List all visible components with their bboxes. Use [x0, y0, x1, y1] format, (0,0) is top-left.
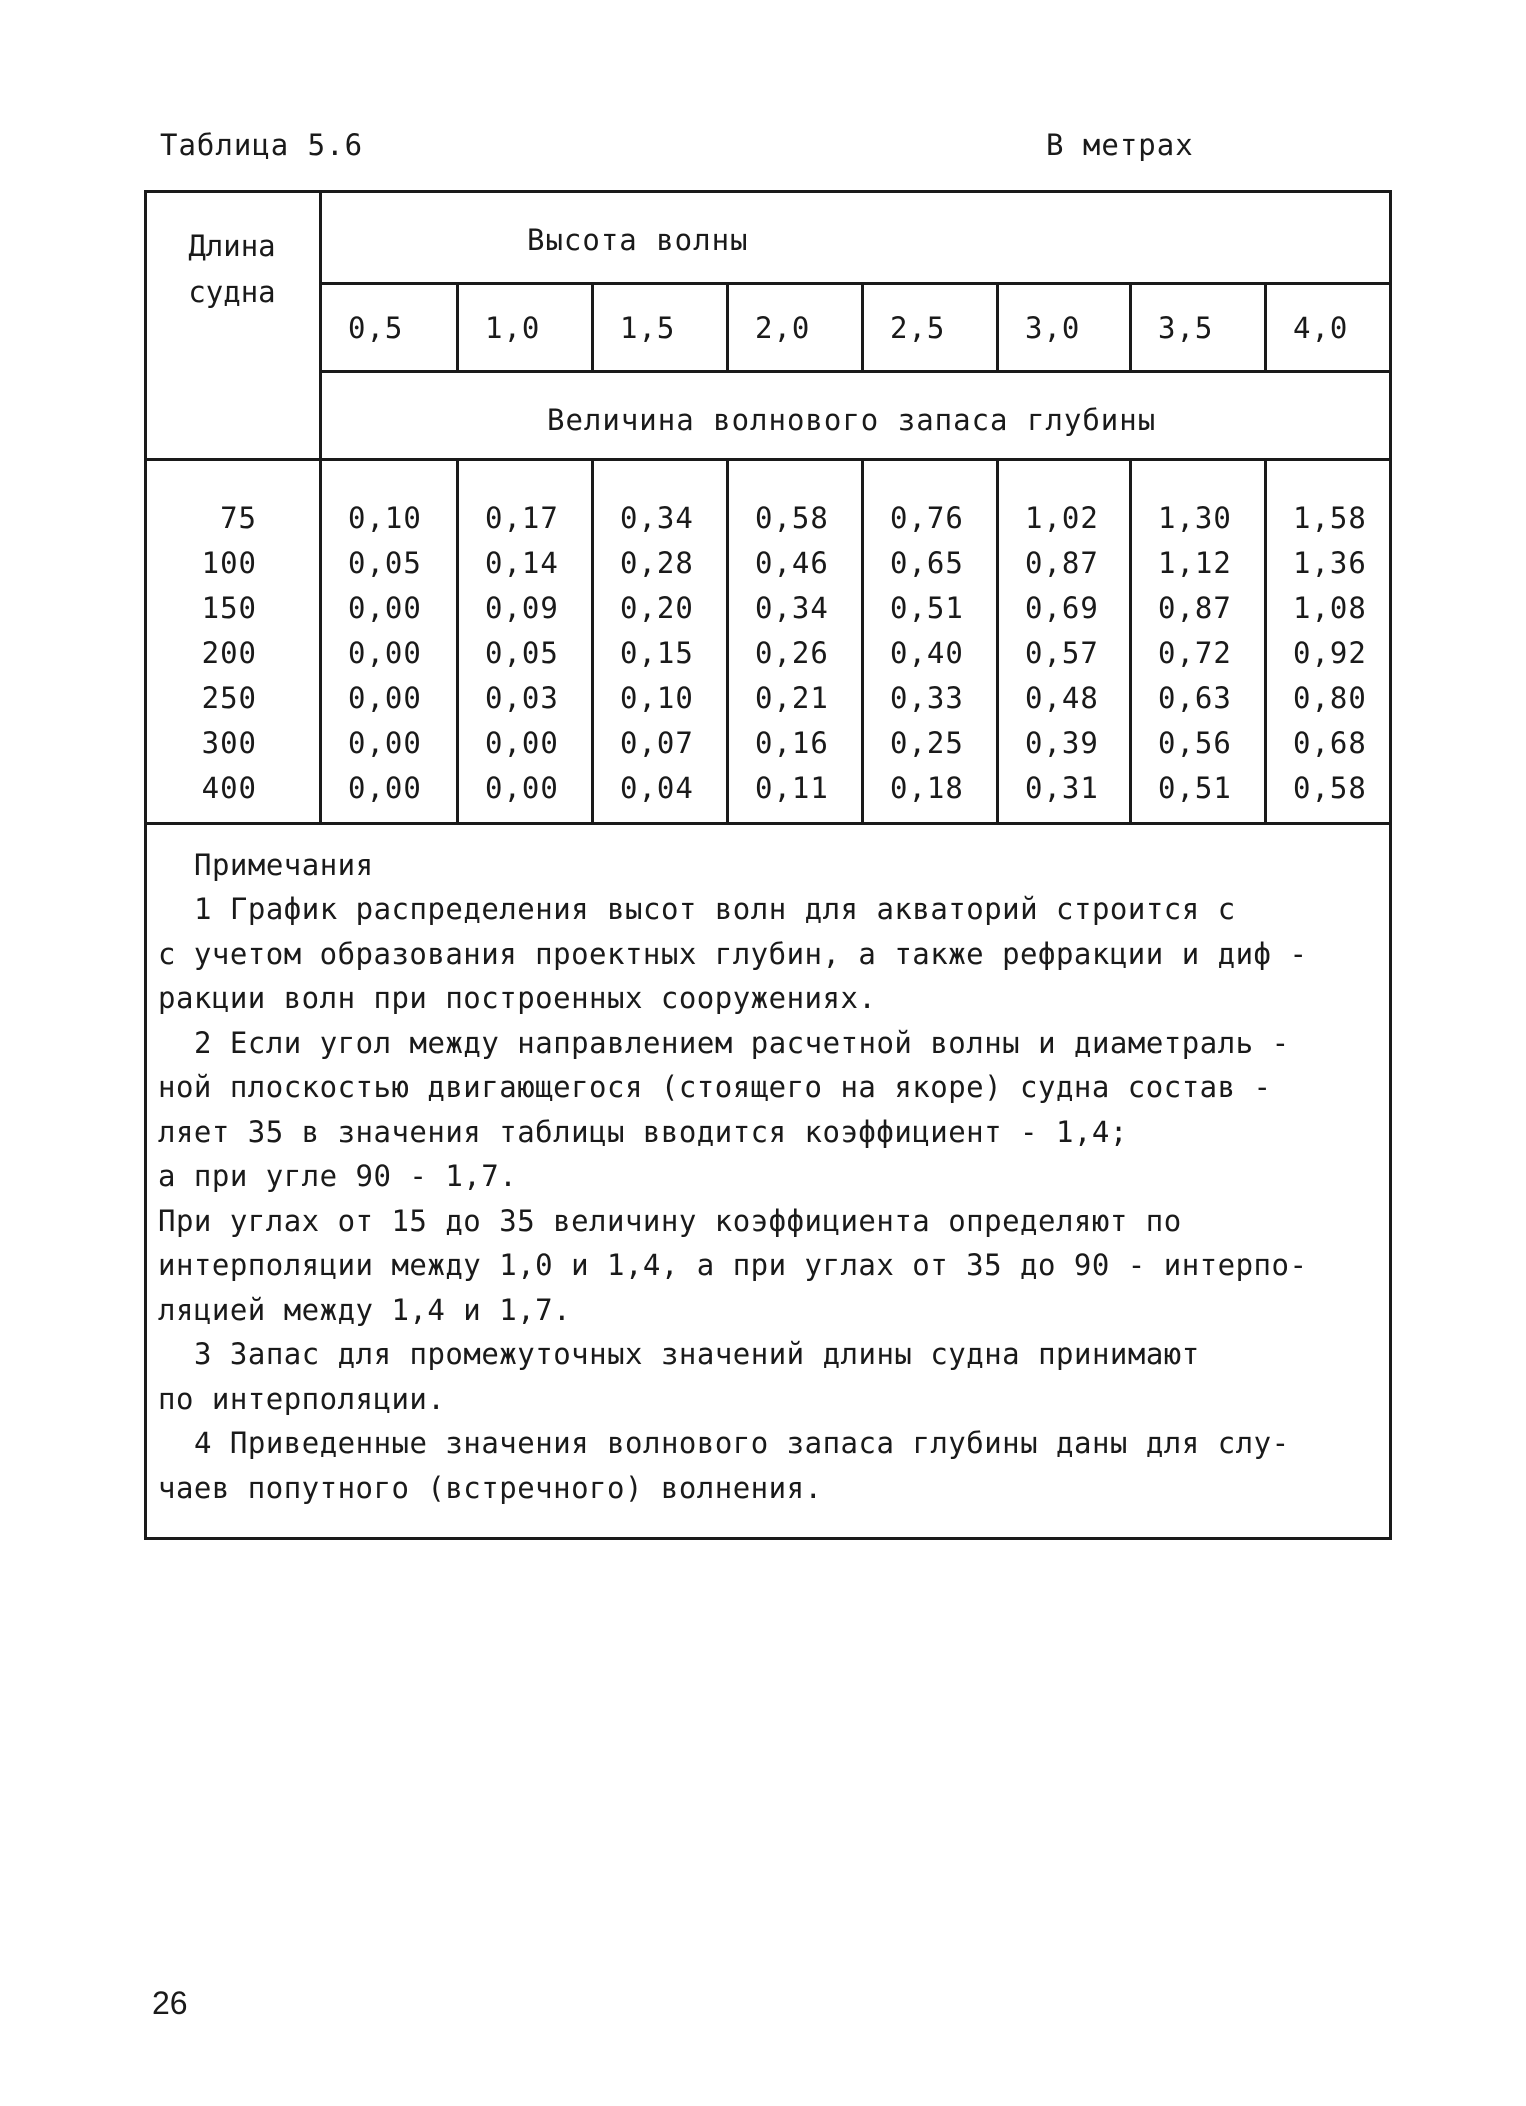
- reserve-value-cell: 0,58: [755, 501, 829, 535]
- note-line: При углах от 15 до 35 величину коэффициента определяют по: [158, 1203, 1182, 1238]
- note-line: ракции волн при построенных сооружениях.: [158, 981, 877, 1015]
- reserve-value-cell: 1,08: [1293, 591, 1367, 625]
- note-line: по интерполяции.: [158, 1381, 446, 1416]
- reserve-value-cell: 1,30: [1158, 501, 1232, 535]
- reserve-value-cell: 0,65: [890, 546, 964, 580]
- reserve-value-cell: 0,07: [620, 726, 694, 760]
- ship-length-cell: 250: [201, 681, 257, 715]
- reserve-value-cell: 0,16: [755, 726, 829, 760]
- column-divider: [861, 283, 864, 371]
- reserve-value-cell: 0,00: [348, 636, 422, 670]
- reserve-value-cell: 0,26: [755, 636, 829, 670]
- reserve-value-cell: 0,28: [620, 546, 694, 580]
- reserve-value-cell: 0,17: [485, 501, 559, 535]
- reserve-value-cell: 0,14: [485, 546, 559, 580]
- wave-height-header-cell: 2,0: [755, 311, 811, 345]
- wave-height-header-cell: 0,5: [348, 311, 404, 345]
- note-line: 1 График распределения высот волн для акваторий строится с: [194, 892, 1236, 926]
- header-ship-length-line1: Длина: [188, 229, 276, 263]
- note-line: 2 Если угол между направлением расчетной волны и диаметраль -: [194, 1025, 1290, 1060]
- note-line: интерполяции между 1,0 и 1,4, а при углах от 35 до 90 - интерпо-: [158, 1248, 1308, 1282]
- wave-height-header-cell: 1,0: [485, 311, 541, 345]
- column-divider: [591, 283, 594, 371]
- reserve-value-cell: 0,40: [890, 636, 964, 670]
- column-divider: [1264, 459, 1267, 823]
- wave-height-header-cell: 3,0: [1025, 311, 1081, 345]
- note-line: ляет 35 в значения таблицы вводится коэффициент - 1,4;: [158, 1114, 1128, 1149]
- reserve-value-cell: 0,69: [1025, 591, 1099, 625]
- header-wave-height: Высота волны: [527, 223, 749, 257]
- wave-height-header-cell: 1,5: [620, 311, 676, 345]
- header-ship-length-line2: судна: [188, 275, 276, 309]
- reserve-value-cell: 0,10: [620, 681, 694, 715]
- reserve-value-cell: 0,15: [620, 636, 694, 670]
- reserve-value-cell: 0,87: [1025, 546, 1099, 580]
- header-divider: [320, 282, 1392, 285]
- reserve-value-cell: 0,03: [485, 681, 559, 715]
- note-line: чаев попутного (встречного) волнения.: [158, 1470, 823, 1505]
- reserve-value-cell: 0,51: [1158, 771, 1232, 805]
- reserve-value-cell: 1,02: [1025, 501, 1099, 535]
- page-number: 26: [152, 1985, 188, 2021]
- header-divider: [147, 458, 1392, 461]
- note-line: с учетом образования проектных глубин, а также рефракции и диф -: [158, 936, 1308, 971]
- reserve-value-cell: 0,00: [485, 771, 559, 805]
- header-divider: [320, 370, 1392, 373]
- reserve-value-cell: 0,72: [1158, 636, 1232, 670]
- reserve-value-cell: 0,48: [1025, 681, 1099, 715]
- note-line: 4 Приведенные значения волнового запаса глубины даны для слу-: [194, 1426, 1290, 1460]
- reserve-value-cell: 0,63: [1158, 681, 1232, 715]
- reserve-value-cell: 0,00: [348, 771, 422, 805]
- wave-height-header-cell: 2,5: [890, 311, 946, 345]
- column-divider: [591, 459, 594, 823]
- ship-length-cell: 100: [201, 546, 257, 580]
- reserve-value-cell: 0,57: [1025, 636, 1099, 670]
- reserve-value-cell: 0,00: [485, 726, 559, 760]
- column-divider: [726, 459, 729, 823]
- reserve-value-cell: 0,31: [1025, 771, 1099, 805]
- column-divider: [1129, 283, 1132, 371]
- column-divider: [861, 459, 864, 823]
- note-line: ляцией между 1,4 и 1,7.: [158, 1292, 572, 1327]
- header-wave-reserve: Величина волнового запаса глубины: [547, 403, 1157, 437]
- wave-height-header-cell: 3,5: [1158, 311, 1214, 345]
- reserve-value-cell: 1,58: [1293, 501, 1367, 535]
- ship-length-cell: 200: [201, 636, 257, 670]
- units-caption: В метрах: [1046, 128, 1194, 162]
- reserve-value-cell: 0,20: [620, 591, 694, 625]
- header-ship-length: [177, 223, 287, 315]
- column-divider: [996, 459, 999, 823]
- reserve-value-cell: 0,21: [755, 681, 829, 715]
- notes-title: Примечания: [194, 848, 374, 882]
- reserve-value-cell: 0,58: [1293, 771, 1367, 805]
- reserve-value-cell: 0,56: [1158, 726, 1232, 760]
- ship-length-cell: 300: [201, 726, 257, 760]
- reserve-value-cell: 0,34: [755, 591, 829, 625]
- reserve-value-cell: 0,00: [348, 591, 422, 625]
- note-line: 3 Запас для промежуточных значений длины судна принимают: [194, 1337, 1200, 1371]
- reserve-value-cell: 0,46: [755, 546, 829, 580]
- reserve-value-cell: 0,33: [890, 681, 964, 715]
- reserve-value-cell: 0,11: [755, 771, 829, 805]
- reserve-value-cell: 1,36: [1293, 546, 1367, 580]
- column-divider: [996, 283, 999, 371]
- reserve-value-cell: 0,18: [890, 771, 964, 805]
- reserve-value-cell: 0,00: [348, 681, 422, 715]
- table-body-divider: [147, 822, 1392, 825]
- column-divider: [726, 283, 729, 371]
- reserve-value-cell: 0,05: [485, 636, 559, 670]
- reserve-value-cell: 0,05: [348, 546, 422, 580]
- column-divider: [319, 193, 322, 823]
- reserve-value-cell: 0,39: [1025, 726, 1099, 760]
- note-line: ной плоскостью двигающегося (стоящего на якоре) судна состав -: [158, 1070, 1272, 1104]
- column-divider: [456, 283, 459, 371]
- reserve-value-cell: 0,10: [348, 501, 422, 535]
- reserve-value-cell: 0,92: [1293, 636, 1367, 670]
- reserve-value-cell: 0,25: [890, 726, 964, 760]
- reserve-value-cell: 0,76: [890, 501, 964, 535]
- reserve-value-cell: 0,80: [1293, 681, 1367, 715]
- column-divider: [1264, 283, 1267, 371]
- column-divider: [456, 459, 459, 823]
- ship-length-cell: 400: [201, 771, 257, 805]
- column-divider: [1129, 459, 1132, 823]
- wave-height-header-cell: 4,0: [1293, 311, 1349, 345]
- reserve-value-cell: 0,87: [1158, 591, 1232, 625]
- ship-length-cell: 75: [220, 501, 257, 535]
- reserve-value-cell: 0,68: [1293, 726, 1367, 760]
- note-line: а при угле 90 - 1,7.: [158, 1159, 518, 1193]
- reserve-value-cell: 0,04: [620, 771, 694, 805]
- table-caption: Таблица 5.6: [160, 128, 364, 162]
- reserve-value-cell: 0,51: [890, 591, 964, 625]
- ship-length-cell: 150: [201, 591, 257, 625]
- reserve-value-cell: 0,34: [620, 501, 694, 535]
- reserve-value-cell: 1,12: [1158, 546, 1232, 580]
- reserve-value-cell: 0,09: [485, 591, 559, 625]
- reserve-value-cell: 0,00: [348, 726, 422, 760]
